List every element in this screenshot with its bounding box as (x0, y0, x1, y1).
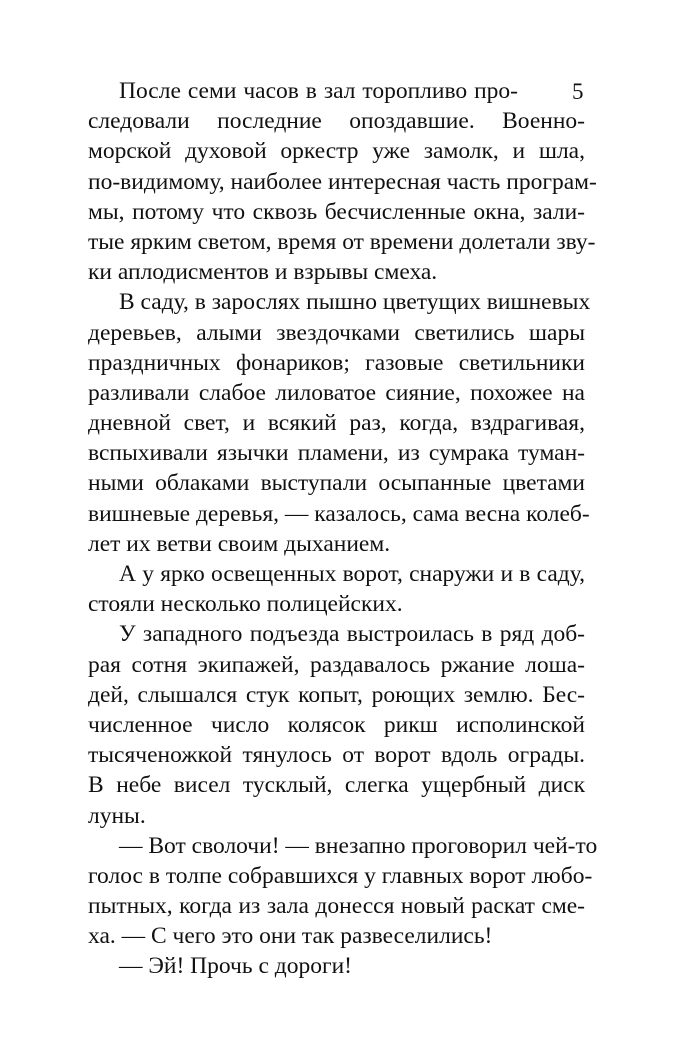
text-line: луны. (88, 802, 146, 829)
text-line: В небе висел тусклый, слегка ущербный диск (88, 772, 585, 799)
page-number: 5 (572, 79, 584, 104)
text-line: ки аплодисментов и взрывы смеха. (88, 259, 438, 286)
paragraph (88, 76, 597, 287)
text-line: дневной свет, и всякий раз, когда, вздрагивая, (88, 410, 585, 437)
paragraph (88, 287, 591, 559)
text-line: ха. — С чего это они так развеселились! (88, 923, 493, 950)
text-line: деревьев, алыми звездочками светились шары (88, 319, 585, 346)
paragraph (88, 619, 585, 830)
text-line: В саду, в зарослях пышно цветущих вишневых (119, 289, 591, 316)
text-line: тысяченожкой тянулось от ворот вдоль ограды. (88, 742, 585, 769)
text-line: — Вот сволочи! — внезапно проговорил чей-то (119, 832, 598, 859)
text-line: После семи часов в зал торопливо про- (119, 78, 518, 104)
text-line: праздничных фонариков; газовые светильники (88, 349, 585, 376)
text-line: мы, потому что сквозь бесчисленные окна, зали- (88, 198, 585, 225)
text-line: пытных, когда из зала донесся новый раскат сме- (88, 893, 585, 920)
text-line: голос в толпе собравшихся у главных ворот любо- (88, 862, 593, 889)
paragraph (88, 831, 598, 952)
text-line: А у ярко освещенных ворот, снаружи и в саду, (119, 561, 585, 587)
text-line: разливали слабое лиловатое сияние, похожее на (88, 379, 585, 406)
paragraph (88, 559, 585, 619)
paragraph (88, 951, 585, 981)
text-line: стояли несколько полицейских. (88, 591, 403, 618)
text-line: рая сотня экипажей, раздавалось ржание лоша- (88, 651, 585, 678)
text-line: следовали последние опоздавшие. Военно- (88, 108, 585, 135)
text-line: по-видимому, наиболее интересная часть програм- (88, 168, 597, 195)
text-line: У западного подъезда выстроилась в ряд доб- (119, 621, 585, 648)
text-line: вишневые деревья, — казалось, сама весна колеб- (88, 500, 590, 527)
text-line: вспыхивали язычки пламени, из сумрака туман- (88, 440, 585, 467)
body-text (88, 76, 598, 982)
text-line: тые ярким светом, время от времени долетали зву- (88, 228, 596, 255)
text-line: дей, слышался стук копыт, роющих землю. Бес- (88, 681, 585, 708)
text-line: численное число колясок рикш исполинской (88, 711, 585, 738)
text-line: лет их ветви своим дыханием. (88, 530, 391, 557)
text-line: — Эй! Прочь с дороги! (119, 953, 352, 980)
text-line: ными облаками выступали осыпанные цветами (88, 470, 585, 497)
text-line: морской духовой оркестр уже замолк, и шла, (88, 138, 585, 165)
